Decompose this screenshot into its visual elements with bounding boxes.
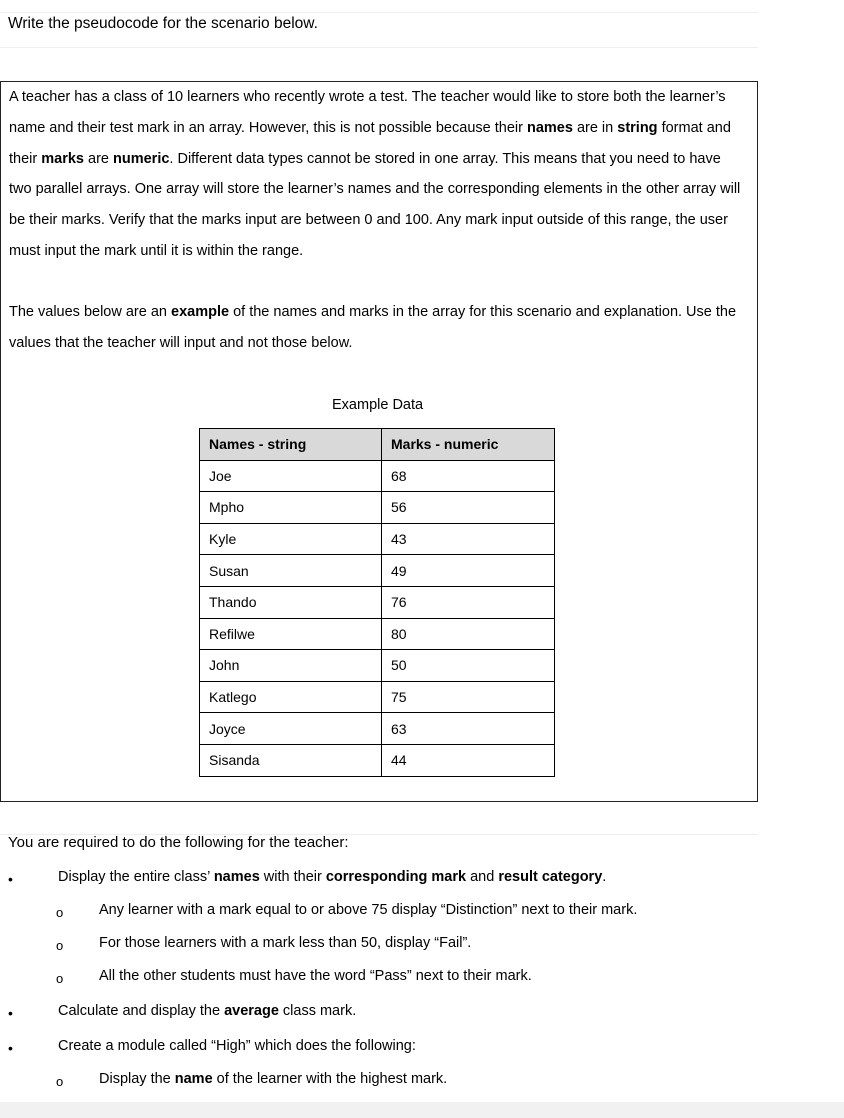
- table-row: [200, 618, 555, 650]
- name-cell: Refilwe: [200, 618, 382, 650]
- requirements-intro: You are required to do the following for the teacher:: [8, 834, 349, 851]
- name-cell: Thando: [200, 586, 382, 618]
- requirement-subitem: Any learner with a mark equal to or above 75 display “Distinction” next to their mark.: [99, 902, 638, 918]
- name-cell: Susan: [200, 555, 382, 587]
- bold-text: name: [174, 1071, 213, 1087]
- bold-text: string: [617, 119, 658, 136]
- name-cell: Katlego: [200, 681, 382, 713]
- name-cell: John: [200, 650, 382, 682]
- name-cell: Joyce: [200, 713, 382, 745]
- name-cell: Kyle: [200, 523, 382, 555]
- mark-cell: 43: [382, 523, 555, 555]
- requirement-subitem: For those learners with a mark less than 50, display “Fail”.: [99, 935, 472, 951]
- table-row: [200, 460, 555, 492]
- bold-text: result category: [498, 869, 603, 885]
- mark-cell: 63: [382, 713, 555, 745]
- bullet-icon: •: [8, 871, 13, 887]
- bold-text: names: [526, 119, 573, 136]
- sub-bullet-icon: o: [56, 1074, 64, 1089]
- name-cell: Mpho: [200, 492, 382, 524]
- table-row: [200, 681, 555, 713]
- mark-cell: 56: [382, 492, 555, 524]
- table-row: [200, 555, 555, 587]
- table-row: [200, 492, 555, 524]
- bullet-icon: •: [8, 1005, 13, 1021]
- example-note-paragraph: The values below are an example of the names and marks in the array for this scenario and explanation. Use the values that the teacher will input and not those below.: [9, 304, 737, 351]
- table-caption: Example Data: [332, 397, 424, 413]
- bold-text: names: [213, 869, 260, 885]
- mark-cell: 50: [382, 650, 555, 682]
- table-row: [200, 744, 555, 776]
- table-row: [200, 586, 555, 618]
- mark-cell: 76: [382, 586, 555, 618]
- top-divider: [0, 12, 758, 13]
- table-header-row: [200, 429, 555, 461]
- requirement-subitem: All the other students must have the word “Pass” next to their mark.: [99, 968, 532, 984]
- bold-text: marks: [41, 150, 84, 167]
- example-data-table: [199, 428, 555, 777]
- sub-bullet-icon: o: [56, 938, 64, 953]
- bold-text: corresponding mark: [325, 869, 467, 885]
- bold-text: example: [171, 304, 230, 320]
- table-row: [200, 713, 555, 745]
- requirement-item: Display the entire class’ names with their corresponding mark and result category.: [58, 869, 607, 885]
- requirement-item: Create a module called “High” which does the following:: [58, 1038, 416, 1054]
- mark-cell: 68: [382, 460, 555, 492]
- bottom-scroll-area: [0, 1102, 844, 1118]
- bold-text: average: [224, 1003, 279, 1019]
- name-cell: Sisanda: [200, 744, 382, 776]
- page-heading: Write the pseudocode for the scenario below.: [8, 15, 318, 32]
- requirement-item: Calculate and display the average class mark.: [58, 1003, 357, 1019]
- table-row: [200, 523, 555, 555]
- column-header-names: Names - string: [200, 429, 382, 461]
- scenario-box: [0, 81, 758, 802]
- requirement-subitem: Display the name of the learner with the highest mark.: [99, 1071, 448, 1087]
- mark-cell: 44: [382, 744, 555, 776]
- mark-cell: 80: [382, 618, 555, 650]
- sub-bullet-icon: o: [56, 905, 64, 920]
- sub-bullet-icon: o: [56, 971, 64, 986]
- mark-cell: 49: [382, 555, 555, 587]
- name-cell: Joe: [200, 460, 382, 492]
- bold-text: numeric: [113, 150, 170, 167]
- mark-cell: 75: [382, 681, 555, 713]
- column-header-marks: Marks - numeric: [382, 429, 555, 461]
- divider: [0, 47, 758, 48]
- bullet-icon: •: [8, 1040, 13, 1056]
- table-row: [200, 650, 555, 682]
- scenario-paragraph: A teacher has a class of 10 learners who recently wrote a test. The teacher would like to store both the learner’s name and their test mark in an array. However, this is not possible because their names are in string format and their marks are numeric. Different data types cannot be stored in one array. This means that you need to have two parallel arrays. One array will store the learner’s names and the corresponding elements in the other array will be their marks. Verify that the marks input are between 0 and 100. Any mark input outside of this range, the user must input the mark until it is within the range.: [9, 89, 741, 259]
